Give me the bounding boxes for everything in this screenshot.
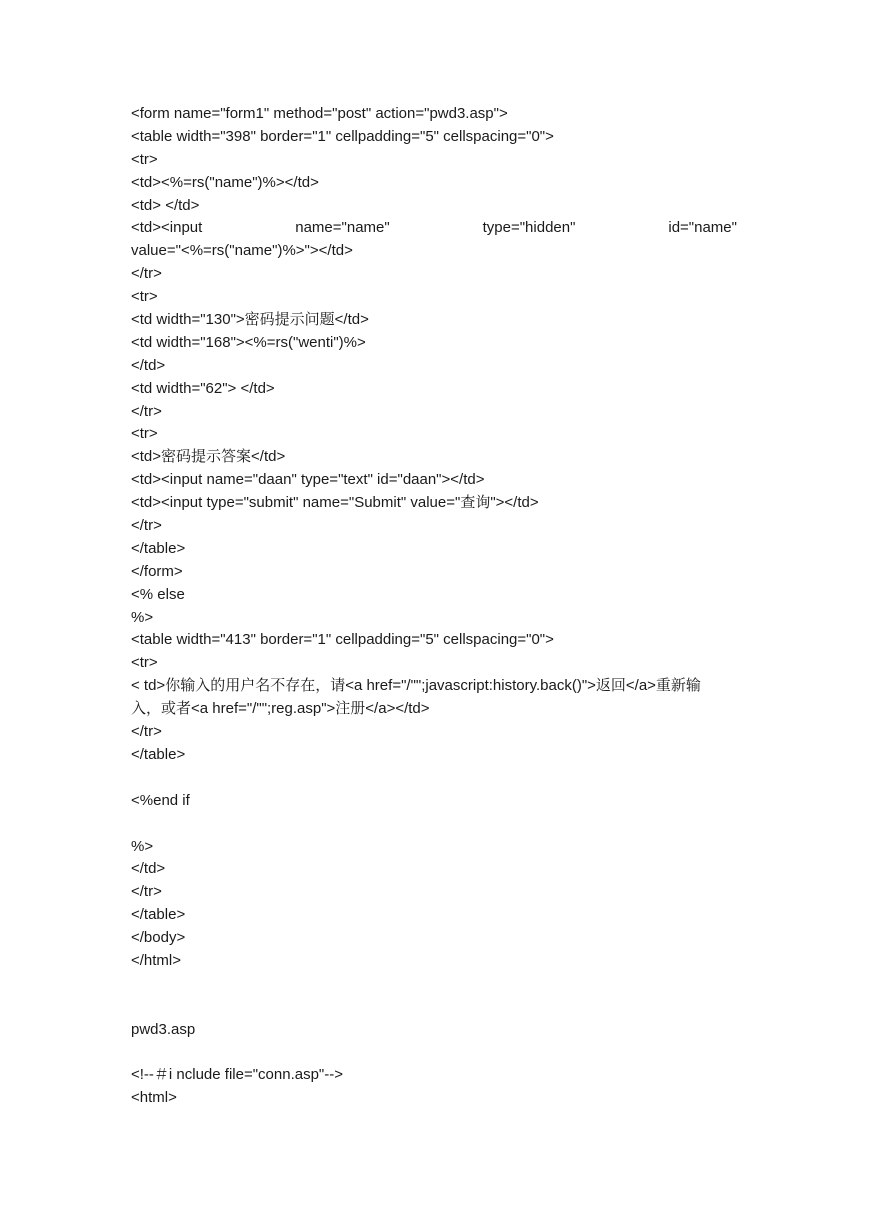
code-line: </tr> (131, 402, 162, 420)
code-line: </body> (131, 929, 186, 947)
code-line: </tr> (131, 723, 162, 741)
code-line: <form name="form1" method="post" action="pwd3.asp"> (131, 105, 508, 122)
code-line: <table width="398" border="1" cellpadding="5" cellspacing="0"> (131, 127, 554, 145)
code-line: <tr> (131, 288, 158, 306)
code-line: <td width="62"> </td> (131, 379, 275, 397)
code-line: <td> </td> (131, 196, 200, 214)
code-line: <td><input type="submit" name="Submit" value="查询"></td> (131, 494, 539, 512)
file-heading: pwd3.asp (131, 1020, 196, 1038)
code-line: </tr> (131, 265, 162, 283)
code-line: </tr> (131, 517, 162, 535)
code-line: %> (131, 837, 154, 855)
code-line: </table> (131, 539, 186, 557)
code-line: <tr> (131, 150, 158, 168)
code-line: value="<%=rs("name")%>"></td> (131, 242, 353, 260)
code-line: 入，或者<a href="/"";reg.asp">注册</a></td> (131, 700, 430, 718)
code-line: </td> (131, 860, 166, 878)
blank-line (131, 813, 737, 836)
code-line: </tr> (131, 883, 162, 901)
code-line: <td width="168"><%=rs("wenti")%> (131, 333, 366, 351)
code-line: <html> (131, 1089, 177, 1107)
code-line: <td><%=rs("name")%></td> (131, 173, 319, 191)
code-listing (131, 103, 737, 1110)
code-line: <table width="413" border="1" cellpadding="5" cellspacing="0"> (131, 631, 554, 649)
code-line: </table> (131, 906, 186, 924)
code-token: id="name" (668, 219, 737, 237)
code-line-justified (131, 217, 737, 240)
code-line: <td width="130">密码提示问题</td> (131, 311, 369, 329)
code-line: <tr> (131, 654, 158, 672)
code-token: name="name" (295, 219, 390, 237)
blank-line (131, 996, 737, 1019)
blank-line (131, 973, 737, 996)
code-line: <tr> (131, 425, 158, 443)
code-line: </td> (131, 356, 166, 374)
code-line: %> (131, 608, 154, 626)
blank-line (131, 1042, 737, 1065)
code-line: <%end if (131, 791, 190, 809)
blank-line (131, 767, 737, 790)
code-token: <td><input (131, 219, 203, 237)
code-line: < td>你输入的用户名不存在，请<a href="/"";javascript:history.back()">返回</a>重新输 (131, 677, 701, 695)
code-token: type="hidden" (482, 219, 576, 237)
code-line: <td><input name="daan" type="text" id="daan"></td> (131, 471, 485, 489)
code-line: <!--＃i nclude file="conn.asp"--> (131, 1066, 343, 1084)
code-line: <td>密码提示答案</td> (131, 448, 286, 466)
code-line: </html> (131, 951, 182, 969)
code-line: </form> (131, 562, 183, 580)
code-line: <% else (131, 585, 185, 603)
code-line: </table> (131, 745, 186, 763)
